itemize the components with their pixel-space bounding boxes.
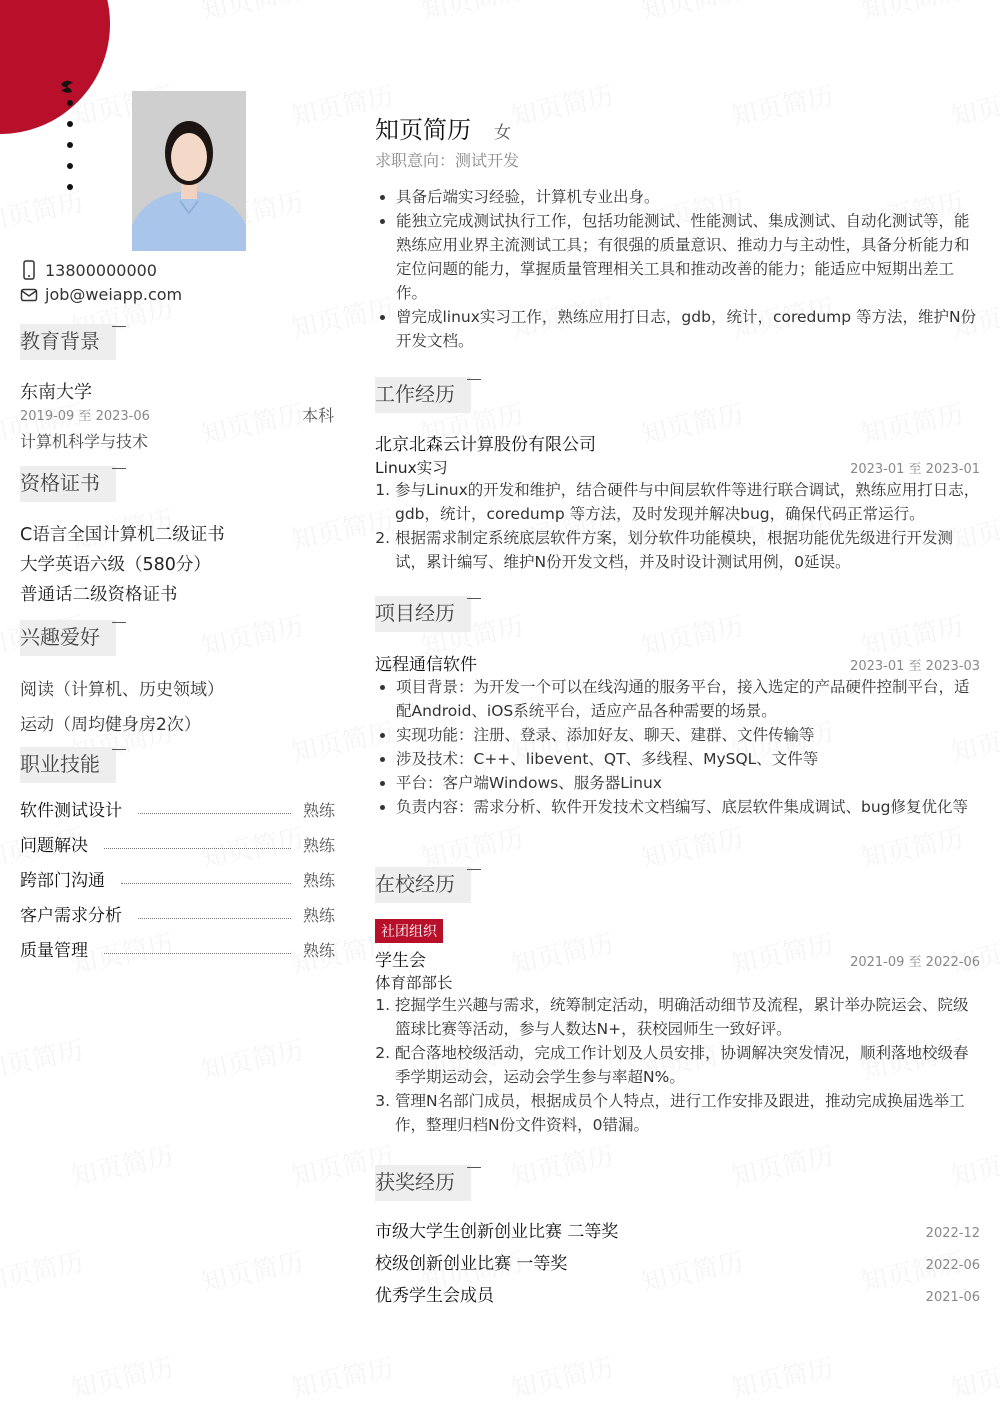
award-name: 校级创新创业比赛 一等奖 bbox=[375, 1254, 568, 1274]
avatar bbox=[132, 91, 246, 251]
watermark-text bbox=[857, 0, 966, 27]
project-entry bbox=[375, 650, 980, 819]
campus-entry bbox=[375, 919, 980, 1137]
education-period: 2019-09 至 2023-06 bbox=[20, 409, 150, 424]
watermark-text bbox=[947, 1348, 1000, 1405]
category-badge: 社团组织 bbox=[375, 919, 443, 943]
skill-name: 客户需求分析 bbox=[20, 906, 122, 926]
campus-item: 1. 挖掘学生兴趣与需求，统筹制定活动，明确活动细节及流程，累计举办院运会、院级篮球比赛等活动，参与人数达N+，获校园师生一致好评。 bbox=[395, 993, 980, 1041]
watermark-text bbox=[67, 1136, 176, 1194]
skill-level: 熟练 bbox=[302, 906, 335, 925]
watermark-text bbox=[727, 1136, 836, 1194]
gender: 女 bbox=[494, 123, 512, 143]
project-item: • 负责内容：需求分析、软件开发技术文档编写、底层软件集成调试、bug修复优化等 bbox=[396, 795, 980, 819]
education-degree: 本科 bbox=[302, 406, 335, 425]
skill-level: 熟练 bbox=[302, 836, 335, 855]
certificate-item: 普通话二级资格证书 bbox=[20, 585, 178, 605]
award-name: 优秀学生会成员 bbox=[375, 1286, 494, 1306]
project-period: 2023-01 至 2023-03 bbox=[850, 659, 980, 674]
section-title-projects: 项目经历 bbox=[375, 596, 471, 632]
skill-row bbox=[20, 904, 335, 926]
skill-row bbox=[20, 799, 335, 821]
decorative-dots bbox=[67, 100, 73, 205]
section-title-hobbies: 兴趣爱好 bbox=[20, 620, 116, 656]
email-contact bbox=[20, 285, 182, 304]
job-intent: 求职意向：测试开发 bbox=[375, 151, 520, 170]
section-title-skills: 职业技能 bbox=[20, 747, 116, 783]
campus-role: 体育部部长 bbox=[375, 974, 453, 992]
email-text: job@weiapp.com bbox=[45, 285, 183, 304]
section-title-certificates: 资格证书 bbox=[20, 466, 116, 502]
campus-org: 学生会 bbox=[375, 951, 426, 971]
skill-level: 熟练 bbox=[302, 941, 335, 960]
award-date: 2022-12 bbox=[925, 1226, 980, 1241]
skill-row bbox=[20, 869, 335, 891]
watermark-text bbox=[857, 818, 966, 876]
phone-contact bbox=[20, 260, 157, 280]
work-period: 2023-01 至 2023-01 bbox=[850, 462, 980, 477]
award-list bbox=[375, 1217, 980, 1313]
summary-item: • 具备后端实习经验，计算机专业出身。 bbox=[396, 185, 980, 209]
project-item: • 实现功能：注册、登录、添加好友、聊天、建群、文件传输等 bbox=[396, 723, 980, 747]
summary-list bbox=[375, 185, 980, 353]
watermark-text bbox=[197, 0, 306, 27]
watermark-text bbox=[67, 1348, 176, 1405]
hobby-item: 阅读（计算机、历史领域） bbox=[20, 680, 224, 700]
award-row bbox=[375, 1249, 980, 1281]
skill-row bbox=[20, 939, 335, 961]
skill-name: 质量管理 bbox=[20, 941, 88, 961]
mail-icon bbox=[20, 286, 38, 304]
page-title: 知页简历 bbox=[375, 116, 471, 144]
award-date: 2021-06 bbox=[925, 1290, 980, 1305]
watermark-text bbox=[197, 1030, 306, 1088]
section-title-awards: 获奖经历 bbox=[375, 1165, 471, 1201]
certificate-item: 大学英语六级（580分） bbox=[20, 555, 211, 575]
project-item: • 项目背景：为开发一个可以在线沟通的服务平台，接入选定的产品硬件控制平台，适配Android、iOS系统平台，适应产品各种需要的场景。 bbox=[396, 675, 980, 723]
watermark-text bbox=[637, 818, 746, 876]
project-name: 远程通信软件 bbox=[375, 655, 477, 675]
accent-circle bbox=[0, 0, 110, 134]
watermark-text bbox=[417, 0, 526, 27]
watermark-text bbox=[507, 1136, 616, 1194]
work-item: 2. 根据需求制定系统底层软件方案，划分软件功能模块，根据功能优先级进行开发测试，累计编写、维护N份开发文档，并及时设计测试用例，0延误。 bbox=[395, 526, 980, 574]
work-entry bbox=[375, 430, 980, 574]
profile-header bbox=[375, 110, 980, 145]
watermark-text bbox=[0, 1242, 87, 1300]
education-major: 计算机科学与技术 bbox=[20, 432, 149, 451]
award-row bbox=[375, 1217, 980, 1249]
section-title-education: 教育背景 bbox=[20, 324, 116, 360]
certificate-item: C语言全国计算机二级证书 bbox=[20, 525, 225, 545]
award-date: 2022-06 bbox=[925, 1258, 980, 1273]
summary-item: • 曾完成linux实习工作，熟练应用打日志，gdb，统计，coredump 等方法，维护N份开发文档。 bbox=[396, 305, 980, 353]
watermark-text bbox=[287, 1348, 396, 1405]
skill-level: 熟练 bbox=[302, 871, 335, 890]
skill-row bbox=[20, 834, 335, 856]
hobby-list bbox=[20, 673, 224, 743]
watermark-text bbox=[0, 182, 87, 240]
watermark-text bbox=[637, 0, 746, 27]
phone-text: 13800000000 bbox=[45, 260, 157, 280]
campus-period: 2021-09 至 2022-06 bbox=[850, 955, 980, 970]
company-name: 北京北森云计算股份有限公司 bbox=[375, 435, 596, 455]
watermark-text bbox=[947, 1136, 1000, 1194]
hobby-item: 运动（周均健身房2次） bbox=[20, 715, 201, 735]
award-name: 市级大学生创新创业比赛 二等奖 bbox=[375, 1222, 619, 1242]
watermark-text bbox=[197, 1242, 306, 1300]
watermark-text bbox=[0, 1030, 87, 1088]
school-name: 东南大学 bbox=[20, 382, 92, 403]
phone-icon bbox=[20, 260, 38, 280]
watermark-text bbox=[727, 1348, 836, 1405]
watermark-text bbox=[197, 606, 306, 664]
campus-item: 2. 配合落地校级活动，完成工作计划及人员安排，协调解决突发情况，顺利落地校级春季学期运动会，运动会学生参与率超N%。 bbox=[395, 1041, 980, 1089]
section-title-work: 工作经历 bbox=[375, 377, 471, 413]
award-row bbox=[375, 1281, 980, 1313]
work-role: Linux实习 bbox=[375, 459, 448, 477]
skill-level: 熟练 bbox=[302, 801, 335, 820]
summary-item: • 能独立完成测试执行工作，包括功能测试、性能测试、集成测试、自动化测试等，能熟练应用业界主流测试工具；有很强的质量意识、推动力与主动性，具备分析能力和定位问题的能力，掌握质量管理相关工具和推动改善的能力；能适应中短期出差工作。 bbox=[396, 209, 980, 305]
campus-item: 3. 管理N名部门成员，根据成员个人特点，进行工作安排及跟进，推动完成换届选举工作，整理归档N份文件资料，0错漏。 bbox=[395, 1089, 980, 1137]
section-title-campus: 在校经历 bbox=[375, 867, 471, 903]
watermark-text bbox=[507, 1348, 616, 1405]
skill-name: 软件测试设计 bbox=[20, 801, 122, 821]
certificate-list bbox=[20, 520, 225, 610]
logo-icon bbox=[58, 78, 76, 96]
project-item: • 平台：客户端Windows、服务器Linux bbox=[396, 771, 980, 795]
work-item: 1. 参与Linux的开发和维护，结合硬件与中间层软件等进行联合调试，熟练应用打日志，gdb，统计，coredump 等方法，及时发现并解决bug，确保代码正常运行。 bbox=[395, 478, 980, 526]
project-item: • 涉及技术：C++、libevent、QT、多线程、MySQL、文件等 bbox=[396, 747, 980, 771]
skill-name: 跨部门沟通 bbox=[20, 871, 105, 891]
skill-name: 问题解决 bbox=[20, 836, 88, 856]
